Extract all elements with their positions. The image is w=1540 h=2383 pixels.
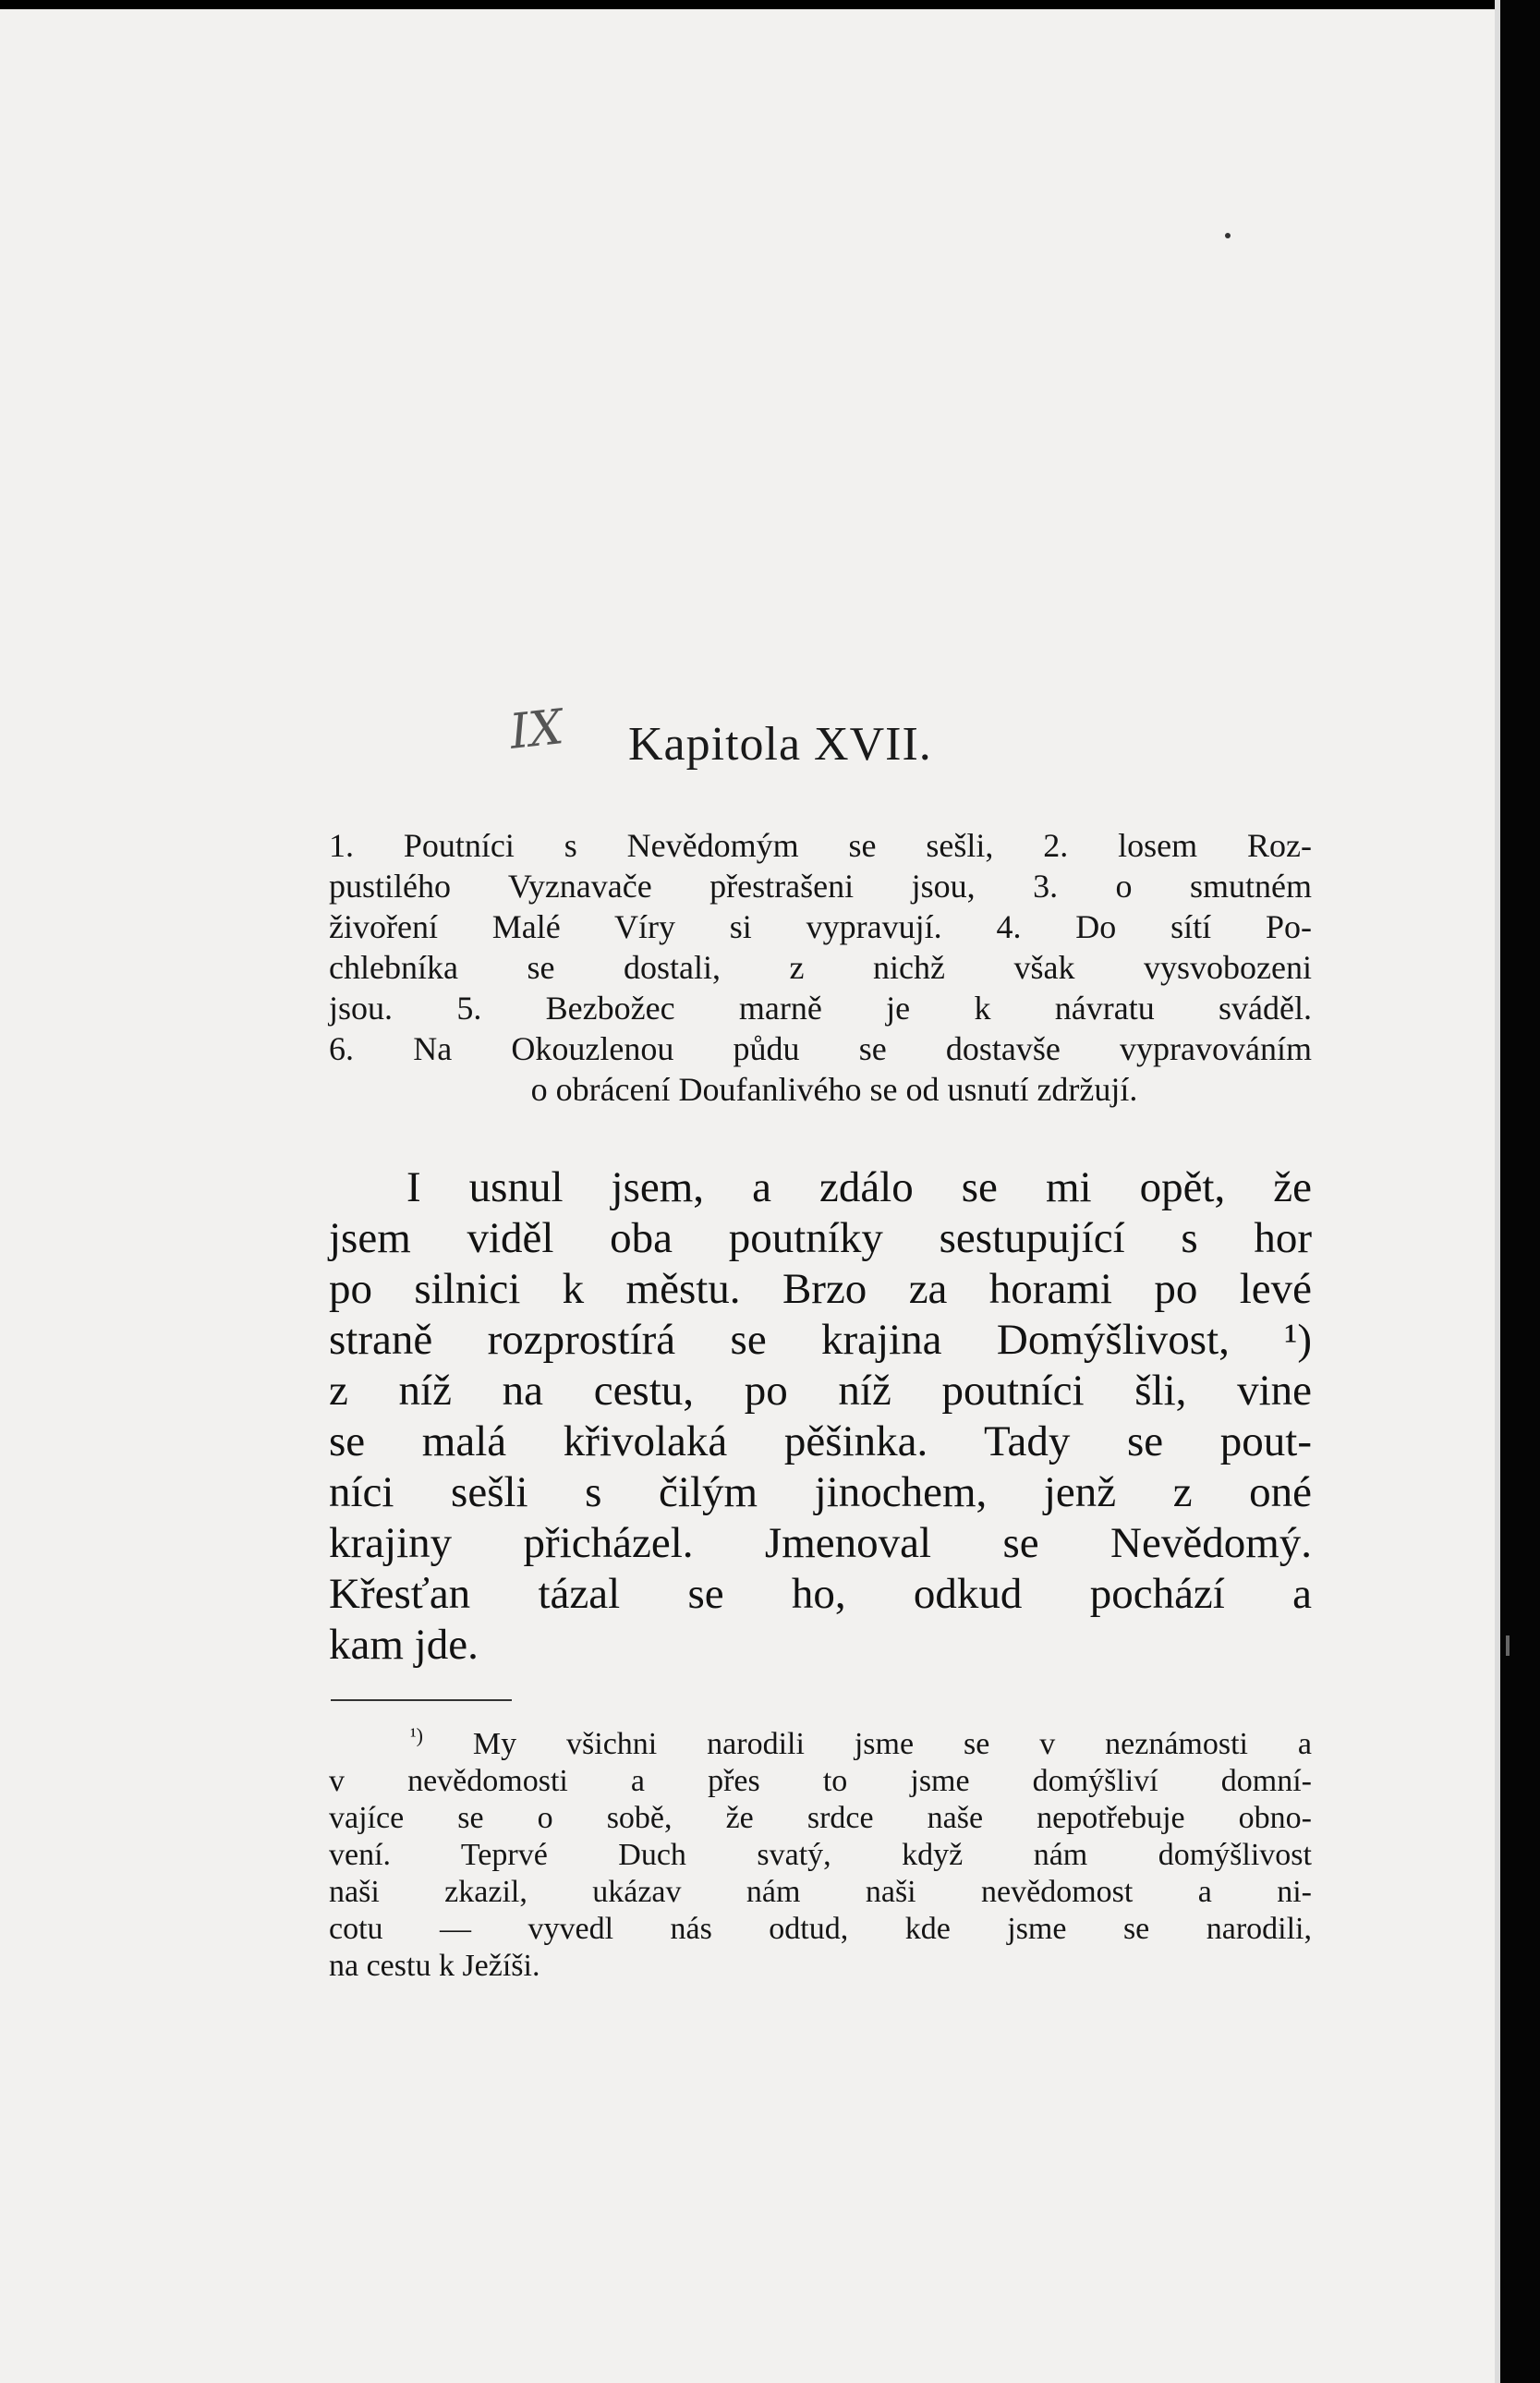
- footnote-line: vajíce se o sobě, že srdce naše nepotřebuje obno-: [329, 1801, 1312, 1835]
- body-line: Křesťan tázal se ho, odkud pochází a: [329, 1570, 1312, 1618]
- summary-line: jsou. 5. Bezbožec marně je k návratu sváděl.: [329, 990, 1312, 1027]
- body-paragraph: [329, 1162, 1312, 1671]
- body-line: krajiny přicházel. Jmenoval se Nevědomý.: [329, 1519, 1312, 1567]
- body-line: níci sešli s čilým jinochem, jenž z oné: [329, 1468, 1312, 1516]
- chapter-title: Kapitola XVII.: [628, 718, 932, 771]
- body-line: kam jde.: [329, 1621, 479, 1669]
- summary-line: 1. Poutníci s Nevědomým se sešli, 2. losem Roz-: [329, 827, 1312, 864]
- body-line: jsem viděl oba poutníky sestupující s hor: [329, 1214, 1312, 1262]
- page-speck: [1225, 233, 1231, 238]
- footnote-line: v nevědomosti a přes to jsme domýšliví domní-: [329, 1764, 1312, 1798]
- summary-line: o obrácení Doufanlivého se od usnutí zdržují.: [530, 1071, 1138, 1108]
- body-line: z níž na cestu, po níž poutníci šli, vine: [329, 1367, 1312, 1415]
- footnote-line-text: My všichni narodili jsme se v neznámosti a: [472, 1727, 1313, 1761]
- footnote: [329, 1723, 1313, 1985]
- footnote-separator: [331, 1699, 512, 1701]
- footnote-line: na cestu k Ježíši.: [329, 1949, 540, 1983]
- body-line: straně rozprostírá se krajina Domýšlivost, ¹): [329, 1316, 1312, 1364]
- body-line: I usnul jsem, a zdálo se mi opět, že: [406, 1163, 1312, 1211]
- footnote-line: vení. Teprvé Duch svatý, když nám domýšlivost: [329, 1838, 1312, 1872]
- scan-top-border: [0, 0, 1495, 9]
- summary-line: chlebníka se dostali, z nichž však vysvobozeni: [329, 949, 1312, 986]
- body-line: se malá křivolaká pěšinka. Tady se pout-: [329, 1417, 1312, 1465]
- scan-right-border: [1500, 0, 1540, 2383]
- footnote-line: [329, 1723, 1313, 1763]
- handwritten-note: IX: [507, 699, 566, 760]
- body-line: po silnici k městu. Brzo za horami po levé: [329, 1265, 1312, 1313]
- chapter-summary: [329, 825, 1312, 1110]
- scan-artifact: [1506, 1635, 1510, 1656]
- summary-line: 6. Na Okouzlenou půdu se dostavše vypravováním: [329, 1030, 1312, 1067]
- summary-line: pustilého Vyznavače přestrašeni jsou, 3. o smutném: [329, 868, 1312, 905]
- summary-line: živoření Malé Víry si vypravují. 4. Do sítí Po-: [329, 908, 1312, 945]
- footnote-line: cotu — vyvedl nás odtud, kde jsme se narodili,: [329, 1912, 1312, 1946]
- footnote-mark: ¹): [410, 1723, 423, 1747]
- footnote-line: naši zkazil, ukázav nám naši nevědomost a ni-: [329, 1875, 1312, 1909]
